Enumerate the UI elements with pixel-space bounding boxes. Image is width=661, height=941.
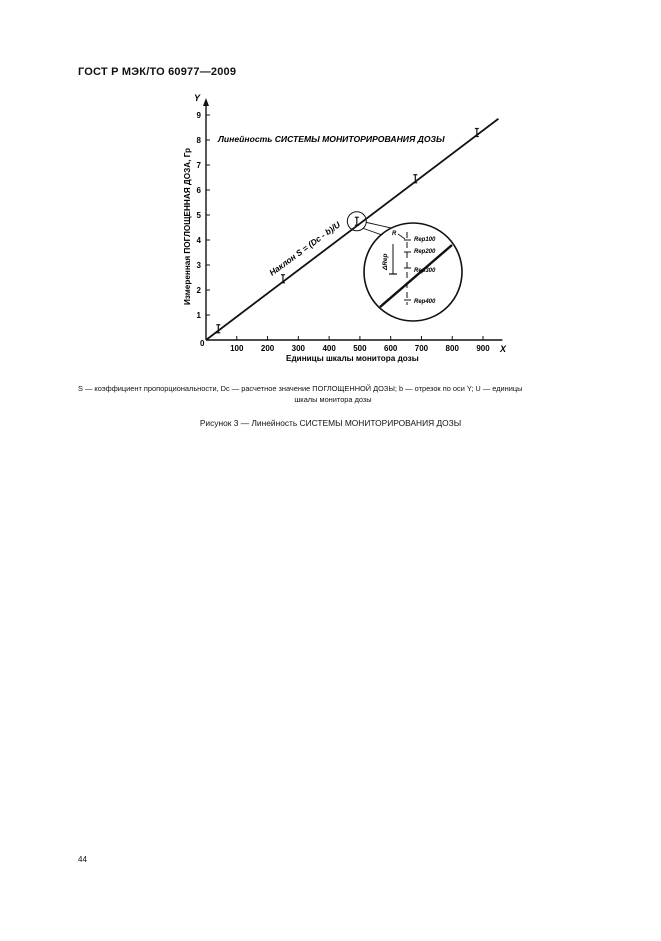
y-tick-label: 1 [196, 311, 201, 320]
magnifier-connector [363, 228, 382, 235]
legend-line-2: шкалы монитора дозы [294, 395, 372, 404]
inset-r-label: R [392, 231, 397, 237]
slope-label: Наклон S = (Dc - b)/U [267, 219, 343, 278]
x-tick-label: 300 [291, 344, 306, 353]
large-magnifier-circle [364, 223, 462, 321]
x-tick-label: 900 [476, 344, 490, 353]
x-tick-label: 200 [260, 344, 275, 353]
origin-label: 0 [200, 339, 205, 348]
x-tick-label: 800 [445, 344, 459, 353]
x-tick-label: 700 [414, 344, 429, 353]
inset-delta-label: ΔRep [382, 253, 389, 270]
y-axis-title: Измеренная ПОГЛОЩЕННАЯ ДОЗА, Гр [183, 147, 192, 305]
x-axis-title: Единицы шкалы монитора дозы [286, 354, 419, 363]
x-tick-label: 400 [322, 344, 336, 353]
y-axis-letter: Y [194, 93, 201, 103]
inset-reading-label: Rep300 [414, 268, 436, 274]
legend-line-1: S — коэффициент пропорциональности, Dc — расчетное значение ПОГЛОЩЕННОЙ ДОЗЫ; b — отрезок по оси Y; U — единицы [78, 384, 523, 393]
figure-legend [78, 383, 588, 405]
y-tick-label: 4 [196, 236, 201, 245]
figure-caption: Рисунок 3 — Линейность СИСТЕМЫ МОНИТОРИРОВАНИЯ ДОЗЫ [199, 418, 462, 428]
ticks [197, 111, 491, 353]
magnified-inset [347, 212, 462, 321]
magnifier-connector [366, 222, 391, 228]
y-tick-label: 8 [196, 136, 201, 145]
inset-reading-label: Rep200 [414, 249, 436, 255]
x-tick-label: 100 [230, 344, 244, 353]
inset-reading-label: Rep400 [414, 299, 436, 305]
inset-reading-label: Rep100 [414, 237, 436, 243]
x-tick-label: 600 [384, 344, 398, 353]
document-header: ГОСТ Р МЭК/ТО 60977—2009 [78, 66, 237, 78]
page-number: 44 [78, 855, 87, 864]
y-tick-label: 3 [196, 261, 201, 270]
plot-title: Линейность СИСТЕМЫ МОНИТОРИРОВАНИЯ ДОЗЫ [218, 134, 445, 144]
x-tick-label: 500 [353, 344, 367, 353]
y-tick-label: 6 [196, 186, 201, 195]
y-tick-label: 9 [196, 111, 201, 120]
y-tick-label: 2 [196, 286, 201, 295]
y-axis-arrow [203, 98, 209, 106]
x-axis-letter: X [500, 344, 507, 354]
y-tick-label: 5 [196, 211, 201, 220]
y-tick-label: 7 [196, 161, 201, 170]
